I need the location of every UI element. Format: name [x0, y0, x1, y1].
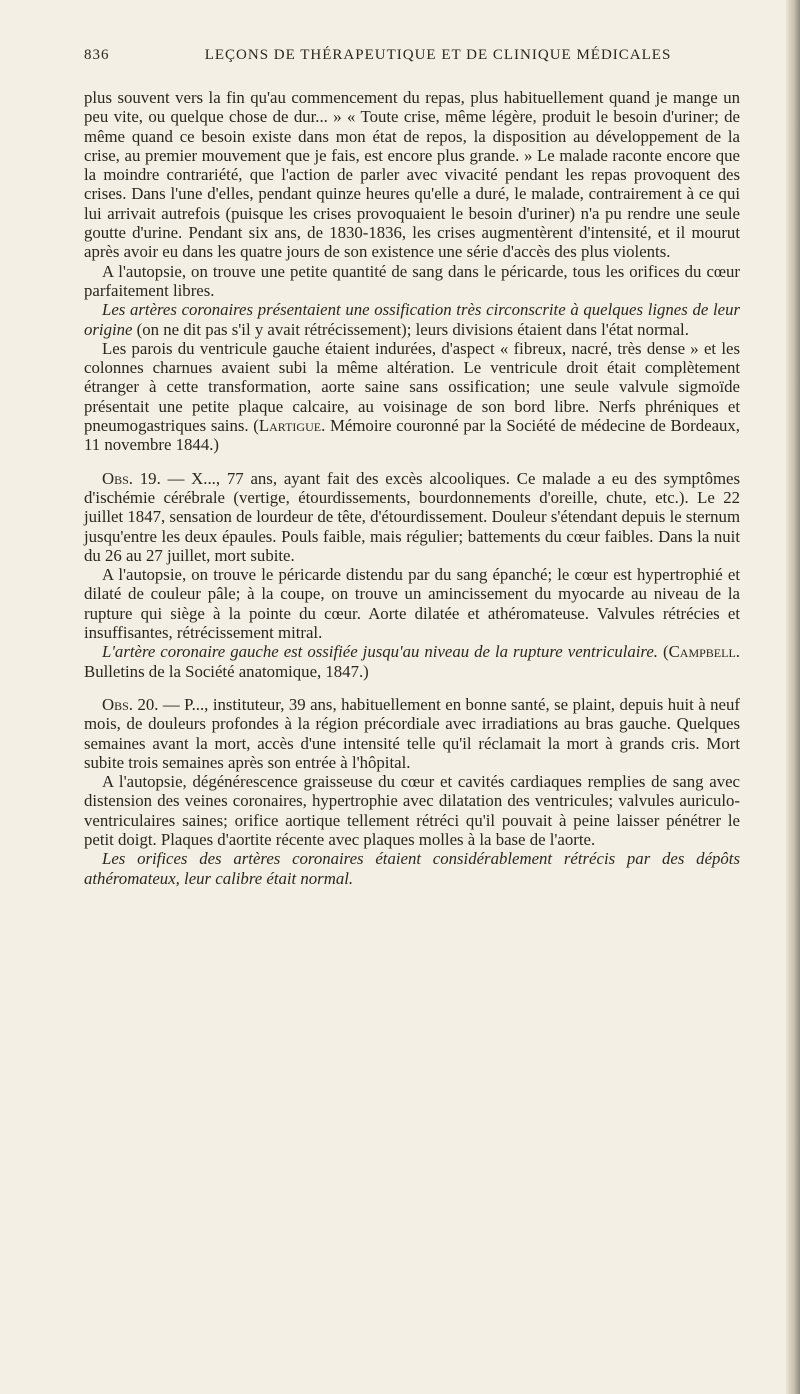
author-lartigue: Lartigue — [258, 416, 322, 436]
paragraph-coronary-1 — [84, 300, 740, 339]
running-title: LEÇONS DE THÉRAPEUTIQUE ET DE CLINIQUE MÉDICALES — [204, 47, 672, 63]
paragraph-coronary-19 — [84, 642, 740, 681]
coronary-finding-1-rest: (on ne dit pas s'il y avait rétrécissement); leurs divisions étaient dans l'état normal. — [132, 319, 689, 339]
body-text — [84, 88, 740, 888]
coronary-finding-1: Les artères coronaires présentaient une ossification très circonscrite à quelques lignes de leur origine — [84, 300, 740, 339]
obs-20-label: Obs. 20. — [102, 694, 159, 714]
paragraph-ventricle — [84, 339, 740, 455]
ventricle-text: Les parois du ventricule gauche étaient indurées, d'aspect « fibreux, nacré, très dense » et les colonnes charnues avaient subi la même altération. Le ventricule droit était complètement étranger à cette transformation, aorte saine sans ossification; une seule valvule sigmoïde présentait une petite plaque calcaire, au voisinage de son bord libre. Nerfs phréniques et pneumogastriques sains. ( — [84, 338, 740, 436]
coronary-finding-19: L'artère coronaire gauche est ossifiée jusqu'au niveau de la rupture ventriculaire. — [102, 642, 658, 662]
page-edge — [786, 0, 800, 1394]
paragraph-autopsy-20: A l'autopsie, dégénérescence graisseuse du cœur et cavités cardiaques remplies de sang avec distension des veines coronaires, hypertrophie avec dilatation des ventricules; valvules auriculo-ventriculaires saines; orifice aortique tellement rétréci qu'il pouvait à peine laisser pénétrer le petit doigt. Plaques d'aortite récente avec plaques molles à la base de l'aorte. — [84, 772, 740, 849]
obs-19-text: — X..., 77 ans, ayant fait des excès alcooliques. Ce malade a eu des symptômes d'ischémie cérébrale (vertige, étourdissements, bourdonnements d'oreille, chute, etc.). Le 22 juillet 1847, sensation de lourdeur de tête, d'étourdissement. Douleur s'étendant depuis le sternum jusqu'entre les deux épaules. Pouls faible, mais régulier; battements du cœur faibles. Dans la nuit du 26 au 27 juillet, mort subite. — [84, 468, 740, 565]
paragraph-continued: plus souvent vers la fin qu'au commencement du repas, plus habituellement quand je mange un peu vite, ou quelque chose de dur... » « Toute crise, même légère, produit le besoin d'uriner; de même quand ce besoin existe dans mon état de repos, la disposition au développement de la crise, au premier mouvement que je fais, est encore plus grande. » Le malade raconte encore que la moindre contrariété, que l'action de parler avec vivacité pendant les repas provoquent des crises. Dans l'une d'elles, pendant quinze heures qu'elle a duré, le malade, contrairement à ce qui lui arrivait autrefois (puisque les crises provoquaient le besoin d'uriner) n'a pu rendre une seule goutte d'urine. Pendant six ans, de 1830-1836, les crises augmentèrent d'intensité, et il mourut après avoir eu dans les quatre jours de son existence une série d'accès des plus violents. — [84, 88, 740, 262]
paragraph-autopsy-1: A l'autopsie, on trouve une petite quantité de sang dans le péricarde, tous les orifices du cœur parfaitement libres. — [84, 261, 740, 300]
observation-20 — [84, 695, 740, 772]
page-number: 836 — [84, 47, 110, 63]
observation-19 — [84, 469, 740, 565]
obs-19-label: Obs. 19. — [102, 468, 161, 488]
citation-open: ( — [658, 642, 669, 662]
paragraph-coronary-20 — [84, 849, 740, 888]
obs-20-text: — P..., instituteur, 39 ans, habituellement en bonne santé, se plaint, depuis huit à neuf mois, de douleurs profondes à la région précordiale avec irradiations au bras gauche. Quelques semaines avant la mort, accès d'une intensité telle qu'il réclamait la mort à grands cris. Mort subite trois semaines après son entrée à l'hôpital. — [84, 694, 740, 772]
author-campbell: Campbell — [668, 642, 736, 662]
citation-campbell: . Bulletins de la Société anatomique, 1847.) — [84, 642, 740, 681]
page-header — [84, 44, 740, 70]
citation-lartigue: . Mémoire couronné par la Société de médecine de Bordeaux, 11 novembre 1844.) — [84, 416, 740, 455]
coronary-finding-20: Les orifices des artères coronaires étaient considérablement rétrécis par des dépôts athéromateux, leur calibre était normal. — [84, 849, 740, 888]
paragraph-autopsy-19: A l'autopsie, on trouve le péricarde distendu par du sang épanché; le cœur est hypertrophié et dilaté de couleur pâle; à la coupe, on trouve un amincissement du myocarde au niveau de la rupture qui siège à la pointe du cœur. Aorte dilatée et athéromateuse. Valvules rétrécies et insuffisantes, rétrécissement mitral. — [84, 565, 740, 643]
